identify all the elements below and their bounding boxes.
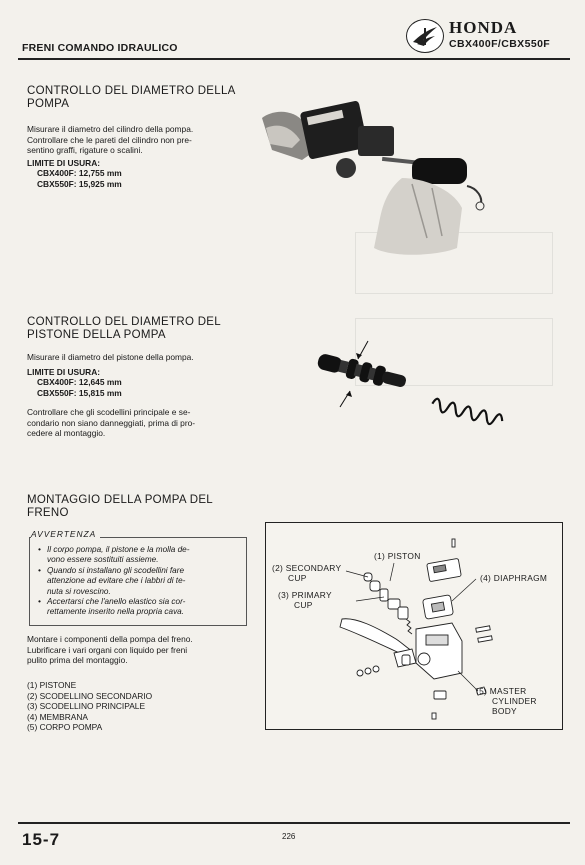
page-index: 226 bbox=[282, 832, 296, 841]
parts-list-item: (3) SCODELLINO PRINCIPALE bbox=[27, 701, 146, 711]
section-body-piston: Misurare il diametro del pistone della pompa. LIMITE DI USURA: CBX400F: 12,645 mm CBX550F: 15,815 mm Controllare che gli scodellini principale e se- condario non siano danneggiati, prima di pro- cedere al montaggio. bbox=[27, 352, 196, 438]
wing-icon bbox=[407, 20, 443, 52]
parts-list-item: (2) SCODELLINO SECONDARIO bbox=[27, 690, 153, 701]
warning-item: • Il corpo pompa, il pistone e la molla de- vono essere sostituiti assieme. bbox=[38, 545, 238, 566]
warning-title: AVVERTENZA bbox=[31, 529, 100, 539]
warning-box bbox=[29, 537, 247, 626]
photo-measuring-cylinder bbox=[262, 88, 492, 260]
diagram-label-primary-cup: (3) PRIMARY CUP bbox=[278, 590, 332, 610]
photo-piston-and-spring bbox=[310, 335, 510, 455]
exploded-diagram bbox=[265, 522, 563, 730]
warning-item: • Quando si installano gli scodellini fare attenzione ad evitare che i labbri di te- nuta si rovescino. bbox=[38, 566, 238, 597]
header-rule bbox=[18, 58, 570, 60]
warning-list bbox=[38, 545, 238, 618]
parts-list-item: (4) MEMBRANA bbox=[27, 711, 88, 722]
parts-list-item: (1) PISTONE bbox=[27, 680, 77, 690]
section-body-cylinder: Misurare il diametro del cilindro della pompa. Controllare che le pareti del cilindro non pre- sentino graffi, rigature o scalini. LIMITE DI USURA: CBX400F: 12,755 mm CBX550F: 15,925 mm bbox=[27, 124, 194, 189]
footer-rule bbox=[18, 822, 570, 824]
diagram-label-secondary-cup: (2) SECONDARY CUP bbox=[272, 563, 342, 583]
honda-wing-logo bbox=[406, 19, 444, 53]
parts-list-item: (5) CORPO POMPA bbox=[27, 722, 103, 732]
section-title-piston: CONTROLLO DEL DIAMETRO DEL PISTONE DELLA POMPA bbox=[27, 316, 221, 341]
section-header-title: FRENI COMANDO IDRAULICO bbox=[22, 42, 178, 54]
diagram-label-diaphragm: (4) DIAPHRAGM bbox=[480, 573, 548, 583]
section-title-assembly: MONTAGGIO DELLA POMPA DEL FRENO bbox=[27, 494, 214, 519]
brand-name: HONDA bbox=[449, 18, 518, 37]
diagram-label-piston: (1) PISTON bbox=[374, 551, 421, 561]
model-designation: CBX400F/CBX550F bbox=[449, 38, 551, 50]
parts-list bbox=[27, 680, 257, 733]
warning-item: • Accertarsi che l'anello elastico sia cor- rettamente inserito nella propria cava. bbox=[38, 597, 238, 618]
diagram-label-master-cylinder-body: (5) MASTER CYLINDER BODY bbox=[476, 686, 537, 716]
section-body-assembly: Montare i componenti della pompa del freno. Lubrificare i vari organi con liquido per freni pulito prima del montaggio. bbox=[27, 634, 193, 665]
page-number: 15-7 bbox=[22, 830, 61, 849]
section-title-cylinder: CONTROLLO DEL DIAMETRO DELLA POMPA bbox=[27, 85, 236, 110]
